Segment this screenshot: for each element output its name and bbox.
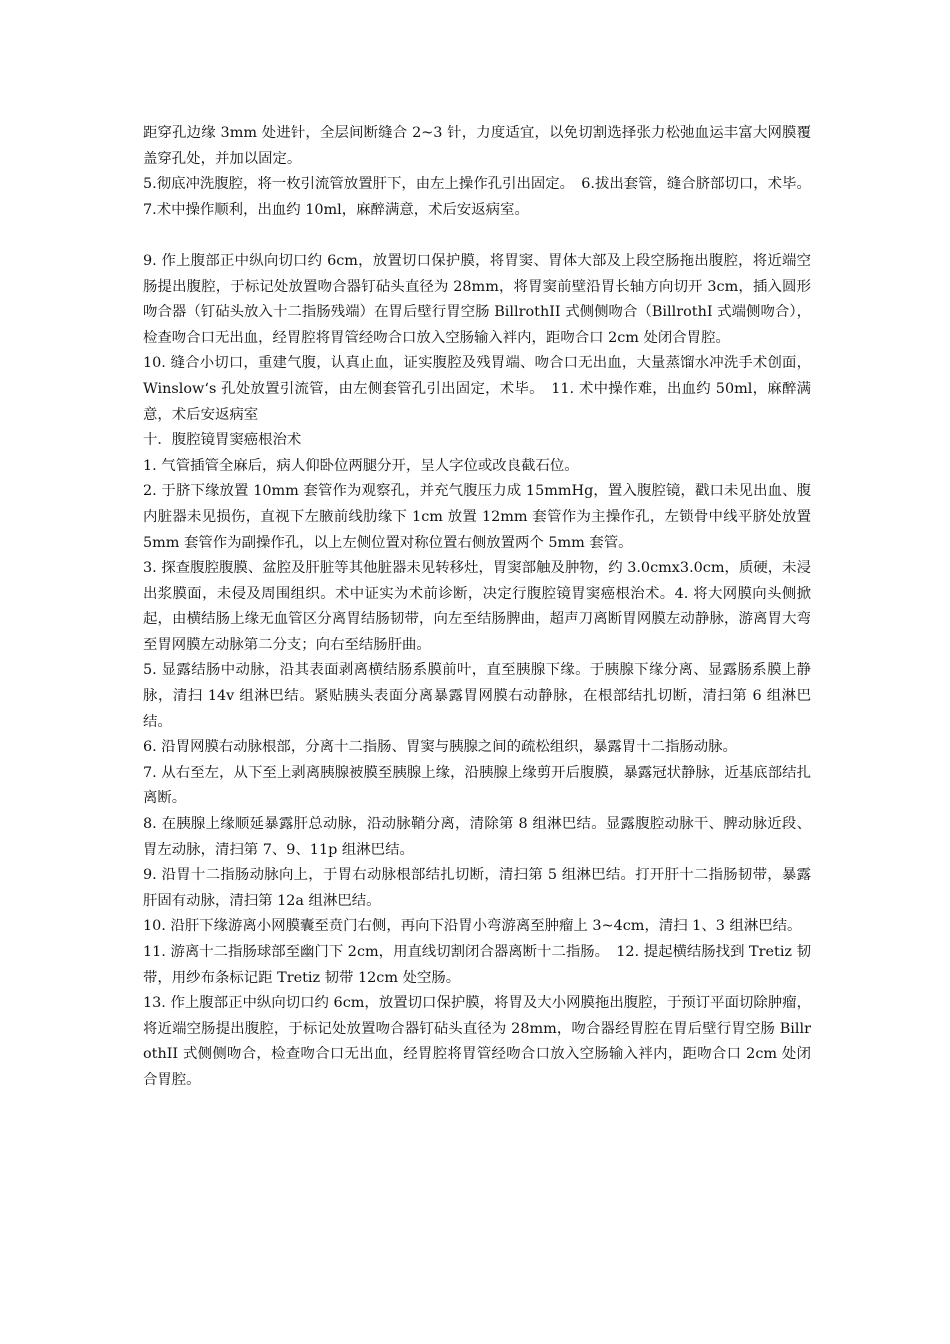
paragraph-item-3-4: 3. 探查腹腔腹膜、盆腔及肝脏等其他脏器未见转移灶，胃窦部触及肿物，约 3.0cmx3.0cm，质硬，未浸出浆膜面，未侵及周围组织。术中证实为术前诊断，决定行腹腔镜胃窦癌根治术。4. 将大网膜向头侧掀起，由横结肠上缘无血管区分离胃结肠韧带，向左至结肠脾曲，超声刀离断胃网膜左动静脉，游离胃大弯至胃网膜左动脉第二分支；向右至结肠肝曲。 — [143, 560, 811, 653]
paragraph-item-7: 7. 从右至左，从下至上剥离胰腺被膜至胰腺上缘，沿胰腺上缘剪开后腹膜，暴露冠状静脉，近基底部结扎离断。 — [143, 764, 811, 807]
document-body — [143, 121, 811, 1094]
paragraph-item-11-12: 11. 游离十二指肠球部至幽门下 2cm，用直线切割闭合器离断十二指肠。 12. 提起横结肠找到 Tretiz 韧带，用纱布条标记距 Tretiz 韧带 12cm 处空肠。 — [143, 944, 811, 986]
paragraph-item-13: 13. 作上腹部正中纵向切口约 6cm，放置切口保护膜，将胃及大小网膜拖出腹腔，于预订平面切除肿瘤，将近端空肠提出腹腔，于标记处放置吻合器钉砧头直径为 28mm，吻合器经胃腔在胃后壁行胃空肠 BillrothII 式侧侧吻合，检查吻合口无出血，经胃腔将胃管经吻合口放入空肠输入袢内，距吻合口 2cm 处闭合胃腔。 — [143, 995, 811, 1088]
paragraph-item-8: 8. 在胰腺上缘顺延暴露肝总动脉，沿动脉鞘分离，清除第 8 组淋巴结。显露腹腔动脉干、脾动脉近段、胃左动脉，清扫第 7、9、11p 组淋巴结。 — [143, 816, 811, 858]
paragraph-spacer — [143, 223, 811, 249]
section-heading: 十．腹腔镜胃窦癌根治术 — [143, 432, 302, 449]
paragraph-step-10-11: 10. 缝合小切口，重建气腹，认真止血，证实腹腔及残胃端、吻合口无出血，大量蒸馏水冲洗手术创面，Winslow‘s 孔处放置引流管，由左侧套管孔引出固定，术毕。 11. 术中操作难，出血约 50ml，麻醉满意，术后安返病室 — [143, 355, 811, 423]
paragraph-item-2: 2. 于脐下缘放置 10mm 套管作为观察孔，并充气腹压力成 15mmHg，置入腹腔镜，戳口未见出血、腹内脏器未见损伤，直视下左腋前线肋缘下 1cm 放置 12mm 套管作为主操作孔，左锁骨中线平脐处放置 5mm 套管作为副操作孔，以上左侧位置对称位置右侧放置两个 5mm 套管。 — [143, 483, 811, 551]
paragraph-item-1: 1. 气管插管全麻后，病人仰卧位两腿分开，呈人字位或改良截石位。 — [143, 457, 579, 474]
paragraph-item-6: 6. 沿胃网膜右动脉根部，分离十二指肠、胃窦与胰腺之间的疏松组织，暴露胃十二指肠动脉。 — [143, 739, 737, 756]
paragraph-suture-continuation: 距穿孔边缘 3mm 处进针，全层间断缝合 2~3 针，力度适宜，以免切割选择张力松弛血运丰富大网膜覆盖穿孔处，并加以固定。 — [143, 125, 811, 167]
paragraph-item-5: 5. 显露结肠中动脉，沿其表面剥离横结肠系膜前叶，直至胰腺下缘。于胰腺下缘分离、显露肠系膜上静脉，清扫 14v 组淋巴结。紧贴胰头表面分离暴露胃网膜右动静脉，在根部结扎切断，清扫第 6 组淋巴结。 — [143, 662, 811, 730]
paragraph-item-9: 9. 沿胃十二指肠动脉向上，于胃右动脉根部结扎切断，清扫第 5 组淋巴结。打开肝十二指肠韧带，暴露肝固有动脉，清扫第 12a 组淋巴结。 — [143, 867, 811, 909]
paragraph-item-10: 10. 沿肝下缘游离小网膜囊至贲门右侧，再向下沿胃小弯游离至肿瘤上 3~4cm，清扫 1、3 组淋巴结。 — [143, 918, 802, 935]
paragraph-step-7: 7.术中操作顺利，出血约 10ml，麻醉满意，术后安返病室。 — [143, 201, 529, 218]
paragraph-step-5-6: 5.彻底冲洗腹腔，将一枚引流管放置肝下，由左上操作孔引出固定。 6.拔出套管，缝合脐部切口，术毕。 — [143, 176, 811, 193]
paragraph-step-9: 9. 作上腹部正中纵向切口约 6cm，放置切口保护膜，将胃窦、胃体大部及上段空肠拖出腹腔，将近端空肠提出腹腔，于标记处放置吻合器钉砧头直径为 28mm，将胃窦前壁沿胃长轴方向切开 3cm，插入圆形吻合器（钉砧头放入十二指肠残端）在胃后壁行胃空肠 BillrothII 式侧侧吻合（BillrothI 式端侧吻合），检查吻合口无出血，经胃腔将胃管经吻合口放入空肠输入袢内，距吻合口 2cm 处闭合胃腔。 — [143, 252, 811, 346]
